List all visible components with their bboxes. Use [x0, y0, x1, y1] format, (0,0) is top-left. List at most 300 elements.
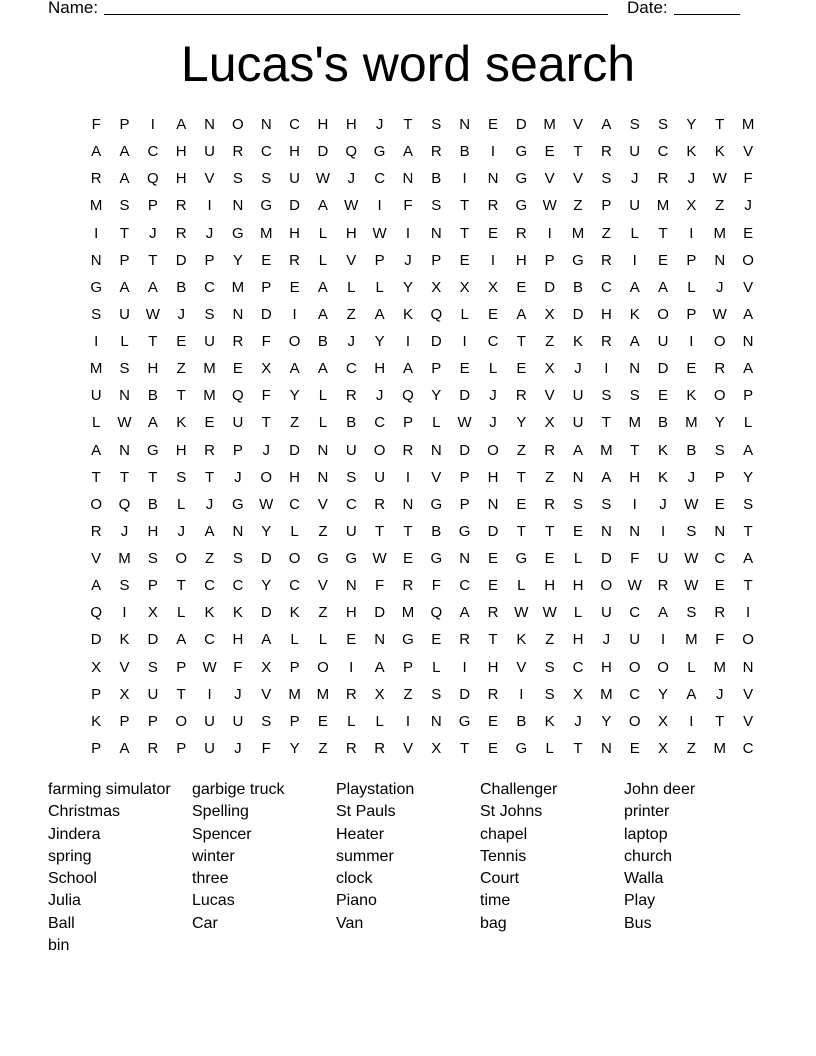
- grid-cell[interactable]: S: [573, 495, 584, 513]
- grid-cell[interactable]: J: [489, 387, 497, 405]
- grid-cell[interactable]: J: [687, 170, 696, 188]
- grid-cell[interactable]: G: [232, 224, 244, 242]
- grid-cell[interactable]: W: [627, 577, 642, 595]
- grid-cell[interactable]: I: [405, 333, 411, 350]
- grid-cell[interactable]: X: [119, 685, 130, 703]
- grid-cell[interactable]: P: [431, 251, 442, 269]
- grid-cell[interactable]: N: [374, 631, 386, 649]
- grid-cell[interactable]: P: [119, 712, 130, 730]
- grid-cell[interactable]: D: [487, 522, 499, 540]
- grid-cell[interactable]: C: [374, 170, 386, 188]
- grid-cell[interactable]: Y: [686, 116, 697, 133]
- grid-cell[interactable]: N: [459, 550, 471, 567]
- grid-cell[interactable]: L: [318, 631, 328, 649]
- grid-cell[interactable]: Z: [545, 468, 555, 486]
- grid-cell[interactable]: K: [289, 604, 300, 622]
- grid-cell[interactable]: R: [714, 604, 726, 622]
- grid-cell[interactable]: R: [175, 224, 187, 242]
- grid-cell[interactable]: M: [259, 224, 273, 242]
- grid-cell[interactable]: B: [573, 278, 584, 296]
- grid-cell[interactable]: M: [89, 360, 103, 378]
- grid-cell[interactable]: O: [288, 550, 301, 567]
- grid-cell[interactable]: A: [743, 305, 754, 323]
- grid-cell[interactable]: D: [260, 305, 272, 323]
- grid-cell[interactable]: A: [658, 278, 669, 296]
- grid-cell[interactable]: X: [544, 360, 555, 378]
- grid-cell[interactable]: W: [457, 414, 472, 432]
- grid-cell[interactable]: B: [346, 414, 357, 432]
- grid-cell[interactable]: E: [487, 577, 498, 595]
- grid-cell[interactable]: G: [317, 550, 329, 567]
- grid-cell[interactable]: E: [459, 360, 470, 378]
- grid-cell[interactable]: R: [90, 522, 102, 540]
- grid-cell[interactable]: R: [204, 441, 215, 459]
- grid-cell[interactable]: T: [460, 224, 470, 242]
- grid-cell[interactable]: N: [402, 495, 414, 513]
- grid-cell[interactable]: A: [629, 278, 640, 296]
- grid-cell[interactable]: O: [487, 441, 499, 459]
- grid-cell[interactable]: O: [317, 658, 329, 676]
- grid-cell[interactable]: H: [487, 658, 499, 676]
- grid-cell[interactable]: T: [460, 197, 470, 215]
- grid-cell[interactable]: V: [573, 170, 584, 188]
- grid-cell[interactable]: Q: [147, 170, 159, 188]
- grid-cell[interactable]: A: [91, 577, 102, 595]
- grid-cell[interactable]: O: [628, 658, 641, 676]
- grid-cell[interactable]: C: [572, 658, 584, 676]
- grid-cell[interactable]: M: [543, 116, 556, 133]
- grid-cell[interactable]: K: [714, 143, 725, 161]
- grid-cell[interactable]: T: [375, 522, 385, 540]
- grid-cell[interactable]: O: [260, 468, 273, 486]
- grid-cell[interactable]: V: [91, 550, 102, 567]
- grid-cell[interactable]: G: [147, 441, 159, 459]
- grid-cell[interactable]: P: [374, 251, 385, 269]
- grid-cell[interactable]: I: [462, 333, 467, 350]
- grid-cell[interactable]: X: [91, 658, 102, 676]
- grid-cell[interactable]: Z: [318, 739, 328, 757]
- grid-cell[interactable]: Y: [289, 739, 300, 757]
- grid-cell[interactable]: C: [289, 116, 300, 133]
- grid-cell[interactable]: L: [687, 658, 696, 676]
- grid-cell[interactable]: E: [629, 739, 640, 757]
- grid-cell[interactable]: P: [714, 468, 725, 486]
- grid-cell[interactable]: H: [147, 522, 159, 540]
- grid-cell[interactable]: E: [544, 550, 555, 567]
- grid-cell[interactable]: W: [542, 604, 557, 622]
- grid-cell[interactable]: T: [488, 631, 498, 649]
- grid-cell[interactable]: C: [714, 550, 726, 567]
- grid-cell[interactable]: M: [231, 278, 245, 296]
- grid-cell[interactable]: I: [122, 604, 127, 622]
- grid-cell[interactable]: P: [119, 116, 130, 133]
- grid-cell[interactable]: N: [742, 333, 754, 350]
- grid-cell[interactable]: P: [431, 360, 442, 378]
- grid-cell[interactable]: L: [573, 550, 583, 567]
- grid-cell[interactable]: H: [317, 116, 329, 133]
- grid-cell[interactable]: J: [574, 712, 582, 730]
- grid-cell[interactable]: D: [289, 197, 300, 215]
- grid-cell[interactable]: F: [261, 387, 271, 405]
- grid-cell[interactable]: W: [372, 550, 387, 567]
- grid-cell[interactable]: I: [745, 604, 751, 622]
- grid-cell[interactable]: M: [713, 658, 726, 676]
- grid-cell[interactable]: Y: [289, 387, 300, 405]
- grid-cell[interactable]: W: [684, 550, 699, 567]
- grid-cell[interactable]: D: [147, 631, 159, 649]
- grid-cell[interactable]: J: [262, 441, 270, 459]
- grid-cell[interactable]: J: [602, 631, 611, 649]
- grid-cell[interactable]: T: [148, 468, 158, 486]
- grid-cell[interactable]: H: [147, 360, 159, 378]
- grid-cell[interactable]: E: [573, 522, 584, 540]
- grid-cell[interactable]: E: [487, 116, 498, 133]
- grid-cell[interactable]: N: [232, 305, 244, 323]
- grid-cell[interactable]: S: [601, 387, 612, 405]
- grid-cell[interactable]: A: [147, 414, 158, 432]
- grid-cell[interactable]: A: [119, 170, 130, 188]
- grid-cell[interactable]: M: [203, 360, 216, 378]
- grid-cell[interactable]: E: [459, 251, 470, 269]
- grid-cell[interactable]: E: [686, 360, 697, 378]
- grid-cell[interactable]: B: [459, 143, 470, 161]
- grid-cell[interactable]: X: [686, 197, 697, 215]
- grid-cell[interactable]: C: [147, 143, 159, 161]
- grid-cell[interactable]: T: [743, 522, 753, 540]
- grid-cell[interactable]: E: [431, 631, 442, 649]
- grid-cell[interactable]: V: [743, 143, 754, 161]
- date-field[interactable]: [674, 0, 740, 15]
- grid-cell[interactable]: R: [657, 577, 669, 595]
- grid-cell[interactable]: R: [90, 170, 102, 188]
- grid-cell[interactable]: P: [147, 712, 158, 730]
- grid-cell[interactable]: B: [317, 333, 328, 350]
- grid-cell[interactable]: L: [177, 604, 186, 622]
- grid-cell[interactable]: P: [232, 441, 243, 459]
- grid-cell[interactable]: S: [147, 658, 158, 676]
- grid-cell[interactable]: G: [232, 495, 244, 513]
- grid-cell[interactable]: D: [657, 360, 669, 378]
- grid-cell[interactable]: Z: [715, 197, 725, 215]
- grid-cell[interactable]: C: [600, 278, 612, 296]
- grid-cell[interactable]: L: [318, 414, 328, 432]
- grid-cell[interactable]: K: [204, 604, 215, 622]
- grid-cell[interactable]: E: [516, 278, 527, 296]
- grid-cell[interactable]: R: [374, 495, 386, 513]
- grid-cell[interactable]: X: [261, 360, 272, 378]
- grid-cell[interactable]: D: [572, 305, 584, 323]
- grid-cell[interactable]: O: [742, 251, 754, 269]
- grid-cell[interactable]: V: [402, 739, 413, 757]
- grid-cell[interactable]: I: [547, 224, 552, 242]
- grid-cell[interactable]: C: [629, 685, 641, 703]
- grid-cell[interactable]: P: [204, 251, 215, 269]
- grid-cell[interactable]: P: [402, 414, 413, 432]
- grid-cell[interactable]: F: [403, 197, 413, 215]
- grid-cell[interactable]: H: [345, 224, 357, 242]
- grid-cell[interactable]: G: [90, 278, 102, 296]
- grid-cell[interactable]: Z: [601, 224, 611, 242]
- grid-cell[interactable]: M: [288, 685, 301, 703]
- grid-cell[interactable]: L: [432, 414, 441, 432]
- grid-cell[interactable]: D: [260, 604, 272, 622]
- grid-cell[interactable]: G: [515, 550, 528, 567]
- grid-cell[interactable]: Q: [90, 604, 102, 622]
- grid-cell[interactable]: N: [629, 360, 641, 378]
- grid-cell[interactable]: P: [289, 658, 300, 676]
- grid-cell[interactable]: T: [516, 522, 526, 540]
- grid-cell[interactable]: J: [489, 414, 497, 432]
- grid-cell[interactable]: Y: [601, 712, 612, 730]
- grid-cell[interactable]: W: [315, 170, 330, 188]
- grid-cell[interactable]: H: [175, 143, 187, 161]
- grid-cell[interactable]: R: [487, 604, 499, 622]
- grid-cell[interactable]: M: [656, 197, 670, 215]
- grid-cell[interactable]: D: [260, 550, 272, 567]
- grid-cell[interactable]: U: [289, 170, 300, 188]
- grid-cell[interactable]: U: [572, 387, 584, 405]
- grid-cell[interactable]: Z: [176, 360, 186, 378]
- grid-cell[interactable]: W: [344, 197, 359, 215]
- grid-cell[interactable]: P: [91, 739, 102, 757]
- grid-cell[interactable]: G: [458, 712, 471, 730]
- grid-cell[interactable]: N: [232, 197, 244, 215]
- grid-cell[interactable]: U: [629, 143, 641, 161]
- grid-cell[interactable]: E: [658, 251, 669, 269]
- grid-cell[interactable]: V: [119, 658, 130, 676]
- grid-cell[interactable]: A: [629, 333, 640, 350]
- grid-cell[interactable]: M: [600, 685, 613, 703]
- grid-cell[interactable]: P: [147, 197, 158, 215]
- grid-cell[interactable]: A: [91, 441, 102, 459]
- grid-cell[interactable]: Y: [232, 251, 243, 269]
- grid-cell[interactable]: V: [743, 685, 754, 703]
- grid-cell[interactable]: N: [629, 522, 641, 540]
- grid-cell[interactable]: D: [459, 441, 471, 459]
- grid-cell[interactable]: E: [714, 495, 725, 513]
- grid-cell[interactable]: U: [90, 387, 102, 405]
- grid-cell[interactable]: I: [377, 197, 382, 215]
- grid-cell[interactable]: N: [742, 658, 754, 676]
- grid-cell[interactable]: V: [743, 712, 754, 730]
- grid-cell[interactable]: S: [686, 604, 697, 622]
- grid-cell[interactable]: T: [715, 116, 725, 133]
- grid-cell[interactable]: K: [176, 414, 187, 432]
- grid-cell[interactable]: C: [345, 495, 357, 513]
- grid-cell[interactable]: S: [544, 658, 555, 676]
- grid-cell[interactable]: O: [288, 333, 301, 350]
- grid-cell[interactable]: P: [686, 305, 697, 323]
- grid-cell[interactable]: K: [516, 631, 527, 649]
- grid-cell[interactable]: N: [345, 577, 357, 595]
- grid-cell[interactable]: N: [572, 468, 584, 486]
- grid-cell[interactable]: L: [177, 495, 186, 513]
- grid-cell[interactable]: V: [261, 685, 272, 703]
- grid-cell[interactable]: E: [487, 712, 498, 730]
- grid-cell[interactable]: N: [119, 441, 130, 459]
- grid-cell[interactable]: D: [515, 116, 527, 133]
- grid-cell[interactable]: S: [601, 495, 612, 513]
- grid-cell[interactable]: W: [145, 305, 160, 323]
- grid-cell[interactable]: B: [658, 414, 669, 432]
- grid-cell[interactable]: C: [289, 495, 300, 513]
- grid-cell[interactable]: Y: [402, 278, 413, 296]
- grid-cell[interactable]: R: [232, 143, 244, 161]
- grid-cell[interactable]: A: [176, 116, 187, 133]
- grid-cell[interactable]: D: [289, 441, 300, 459]
- grid-cell[interactable]: S: [686, 522, 697, 540]
- grid-cell[interactable]: O: [657, 658, 669, 676]
- grid-cell[interactable]: L: [488, 360, 498, 378]
- grid-cell[interactable]: A: [119, 278, 130, 296]
- grid-cell[interactable]: O: [657, 305, 669, 323]
- grid-cell[interactable]: X: [573, 685, 584, 703]
- grid-cell[interactable]: S: [232, 550, 243, 567]
- grid-cell[interactable]: M: [741, 116, 755, 133]
- grid-cell[interactable]: Q: [118, 495, 131, 513]
- grid-cell[interactable]: D: [317, 143, 329, 161]
- grid-cell[interactable]: F: [261, 333, 271, 350]
- grid-cell[interactable]: T: [630, 441, 640, 459]
- grid-cell[interactable]: I: [519, 685, 524, 703]
- grid-cell[interactable]: T: [176, 577, 186, 595]
- grid-cell[interactable]: S: [346, 468, 357, 486]
- grid-cell[interactable]: S: [91, 305, 102, 323]
- grid-cell[interactable]: A: [91, 143, 102, 161]
- grid-cell[interactable]: Z: [545, 333, 555, 350]
- grid-cell[interactable]: G: [458, 522, 471, 540]
- grid-cell[interactable]: M: [713, 224, 726, 242]
- grid-cell[interactable]: N: [487, 495, 499, 513]
- grid-cell[interactable]: R: [345, 739, 357, 757]
- grid-cell[interactable]: O: [713, 333, 726, 350]
- grid-cell[interactable]: C: [345, 360, 357, 378]
- grid-cell[interactable]: G: [430, 495, 443, 513]
- grid-cell[interactable]: Z: [573, 197, 583, 215]
- grid-cell[interactable]: V: [317, 495, 328, 513]
- grid-cell[interactable]: J: [630, 170, 639, 188]
- grid-cell[interactable]: R: [600, 333, 612, 350]
- grid-cell[interactable]: S: [431, 197, 442, 215]
- grid-cell[interactable]: I: [405, 468, 411, 486]
- grid-cell[interactable]: Y: [261, 577, 272, 595]
- grid-cell[interactable]: T: [658, 224, 668, 242]
- grid-cell[interactable]: R: [600, 143, 612, 161]
- grid-cell[interactable]: P: [119, 251, 130, 269]
- grid-cell[interactable]: A: [459, 604, 470, 622]
- grid-cell[interactable]: S: [743, 495, 754, 513]
- grid-cell[interactable]: E: [487, 550, 498, 567]
- grid-cell[interactable]: N: [487, 170, 499, 188]
- grid-cell[interactable]: L: [517, 577, 526, 595]
- grid-cell[interactable]: R: [657, 170, 669, 188]
- grid-cell[interactable]: H: [600, 658, 612, 676]
- grid-cell[interactable]: H: [345, 116, 357, 133]
- grid-cell[interactable]: B: [431, 522, 442, 540]
- grid-cell[interactable]: T: [516, 333, 526, 350]
- grid-cell[interactable]: A: [374, 658, 385, 676]
- grid-cell[interactable]: F: [375, 577, 385, 595]
- grid-cell[interactable]: Y: [714, 414, 725, 432]
- grid-cell[interactable]: O: [373, 441, 386, 459]
- grid-cell[interactable]: R: [515, 224, 527, 242]
- grid-cell[interactable]: S: [658, 116, 669, 133]
- grid-cell[interactable]: O: [90, 495, 102, 513]
- grid-cell[interactable]: E: [743, 224, 754, 242]
- grid-cell[interactable]: Z: [403, 685, 413, 703]
- grid-cell[interactable]: H: [572, 631, 584, 649]
- grid-cell[interactable]: M: [316, 685, 330, 703]
- grid-cell[interactable]: C: [204, 278, 215, 296]
- grid-cell[interactable]: T: [403, 522, 413, 540]
- grid-cell[interactable]: G: [373, 143, 386, 161]
- grid-cell[interactable]: X: [374, 685, 385, 703]
- grid-cell[interactable]: E: [544, 143, 555, 161]
- grid-cell[interactable]: R: [714, 360, 726, 378]
- grid-cell[interactable]: H: [515, 251, 527, 269]
- grid-cell[interactable]: P: [176, 739, 187, 757]
- grid-cell[interactable]: F: [233, 658, 243, 676]
- grid-cell[interactable]: N: [714, 251, 726, 269]
- grid-cell[interactable]: Q: [402, 387, 414, 405]
- grid-cell[interactable]: J: [404, 251, 412, 269]
- grid-cell[interactable]: D: [459, 387, 471, 405]
- grid-cell[interactable]: E: [402, 550, 413, 567]
- grid-cell[interactable]: H: [175, 441, 187, 459]
- grid-cell[interactable]: U: [345, 441, 357, 459]
- grid-cell[interactable]: S: [601, 170, 612, 188]
- grid-cell[interactable]: C: [459, 577, 471, 595]
- grid-cell[interactable]: J: [347, 170, 356, 188]
- grid-cell[interactable]: O: [175, 550, 188, 567]
- grid-cell[interactable]: B: [431, 170, 442, 188]
- grid-cell[interactable]: S: [714, 441, 725, 459]
- grid-cell[interactable]: A: [573, 441, 584, 459]
- grid-cell[interactable]: S: [629, 116, 640, 133]
- grid-cell[interactable]: B: [176, 278, 187, 296]
- grid-cell[interactable]: V: [317, 577, 328, 595]
- grid-cell[interactable]: C: [487, 333, 499, 350]
- grid-cell[interactable]: T: [119, 224, 130, 242]
- grid-cell[interactable]: U: [374, 468, 386, 486]
- grid-cell[interactable]: I: [462, 170, 467, 188]
- grid-cell[interactable]: A: [516, 305, 527, 323]
- grid-cell[interactable]: O: [628, 712, 641, 730]
- grid-cell[interactable]: U: [119, 305, 130, 323]
- grid-cell[interactable]: S: [261, 170, 272, 188]
- grid-cell[interactable]: S: [261, 712, 272, 730]
- grid-cell[interactable]: I: [349, 658, 354, 676]
- grid-cell[interactable]: C: [204, 631, 215, 649]
- grid-cell[interactable]: W: [202, 658, 217, 676]
- grid-cell[interactable]: R: [487, 685, 499, 703]
- grid-cell[interactable]: M: [89, 197, 103, 215]
- grid-cell[interactable]: W: [259, 495, 274, 513]
- grid-cell[interactable]: I: [94, 333, 99, 350]
- grid-cell[interactable]: X: [147, 604, 158, 622]
- grid-cell[interactable]: A: [204, 522, 215, 540]
- grid-cell[interactable]: W: [712, 170, 727, 188]
- grid-cell[interactable]: J: [744, 197, 752, 215]
- grid-cell[interactable]: S: [431, 116, 442, 133]
- grid-cell[interactable]: A: [147, 278, 158, 296]
- grid-cell[interactable]: D: [544, 278, 556, 296]
- grid-cell[interactable]: B: [147, 495, 158, 513]
- grid-cell[interactable]: K: [658, 468, 669, 486]
- grid-cell[interactable]: P: [544, 251, 555, 269]
- grid-cell[interactable]: K: [686, 143, 697, 161]
- grid-cell[interactable]: I: [207, 197, 212, 215]
